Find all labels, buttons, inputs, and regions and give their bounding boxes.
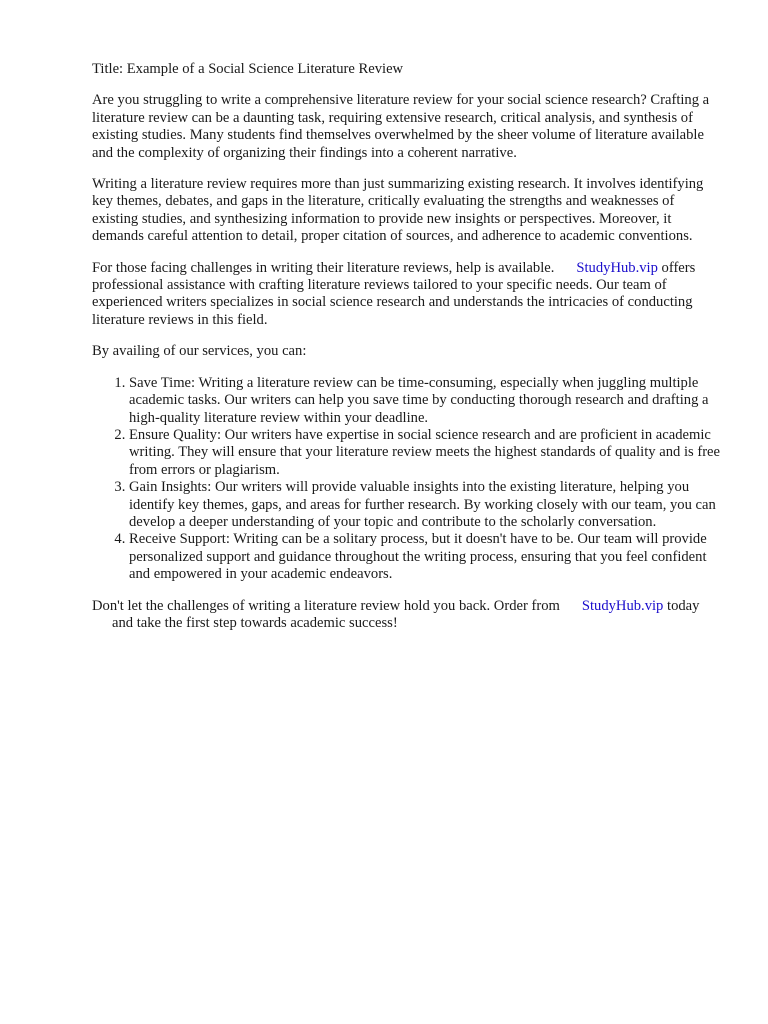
document-title: Title: Example of a Social Science Literature Review [92,61,404,77]
help-paragraph-lead: For those facing challenges in writing their literature reviews, help is available. [92,259,555,276]
closing-paragraph [92,598,724,633]
list-item: 1. Save Time: Writing a literature review can be time-consuming, especially when juggling multiple academic tasks. Our writers can help you save time by conducting thorough research and drafting a high-quality literature review within your deadline. [129,375,724,427]
help-paragraph-rest: offers professional assistance with crafting literature reviews tailored to your specific needs. Our team of experienced writers specializes in social science research and understands the intricacies of conducting literature reviews in this field. [92,259,696,328]
document-page [92,61,724,632]
list-intro: By availing of our services, you can: [92,343,307,360]
list-item: 3. Gain Insights: Our writers will provide valuable insights into the existing literature, helping you identify key themes, gaps, and areas for further research. By working closely with our team, you can develop a deeper understanding of your topic and contribute to the scholarly conversation. [129,479,724,531]
closing-lead: Don't let the challenges of writing a literature review hold you back. Order from [92,597,560,614]
requirements-paragraph: Writing a literature review requires more than just summarizing existing research. It involves identifying key themes, debates, and gaps in the literature, critically evaluating the strengths and weaknesses of existing studies, and synthesizing information to provide new insights or perspectives. Moreover, it demands careful attention to detail, proper citation of sources, and adherence to academic conventions. [92,176,704,245]
intro-paragraph: Are you struggling to write a comprehensive literature review for your social science research? Crafting a literature review can be a daunting task, requiring extensive research, critical analysis, and synthesis of existing studies. Many students find themselves overwhelmed by the sheer volume of literature available and the complexity of organizing their findings into a coherent narrative. [92,92,710,161]
list-item: 2. Ensure Quality: Our writers have expertise in social science research and are proficient in academic writing. They will ensure that your literature review meets the highest standards of quality and is free from errors or plagiarism. [129,427,724,479]
benefits-list [92,375,724,584]
studyhub-link[interactable]: StudyHub.vip [576,259,658,276]
closing-rest: today and take the first step towards academic success! [112,597,700,631]
help-paragraph [92,260,724,330]
list-item: 4. Receive Support: Writing can be a solitary process, but it doesn't have to be. Our team will provide personalized support and guidance throughout the writing process, ensuring that you feel confident and empowered in your academic endeavors. [129,531,724,583]
studyhub-link-closing[interactable]: StudyHub.vip [581,597,664,614]
